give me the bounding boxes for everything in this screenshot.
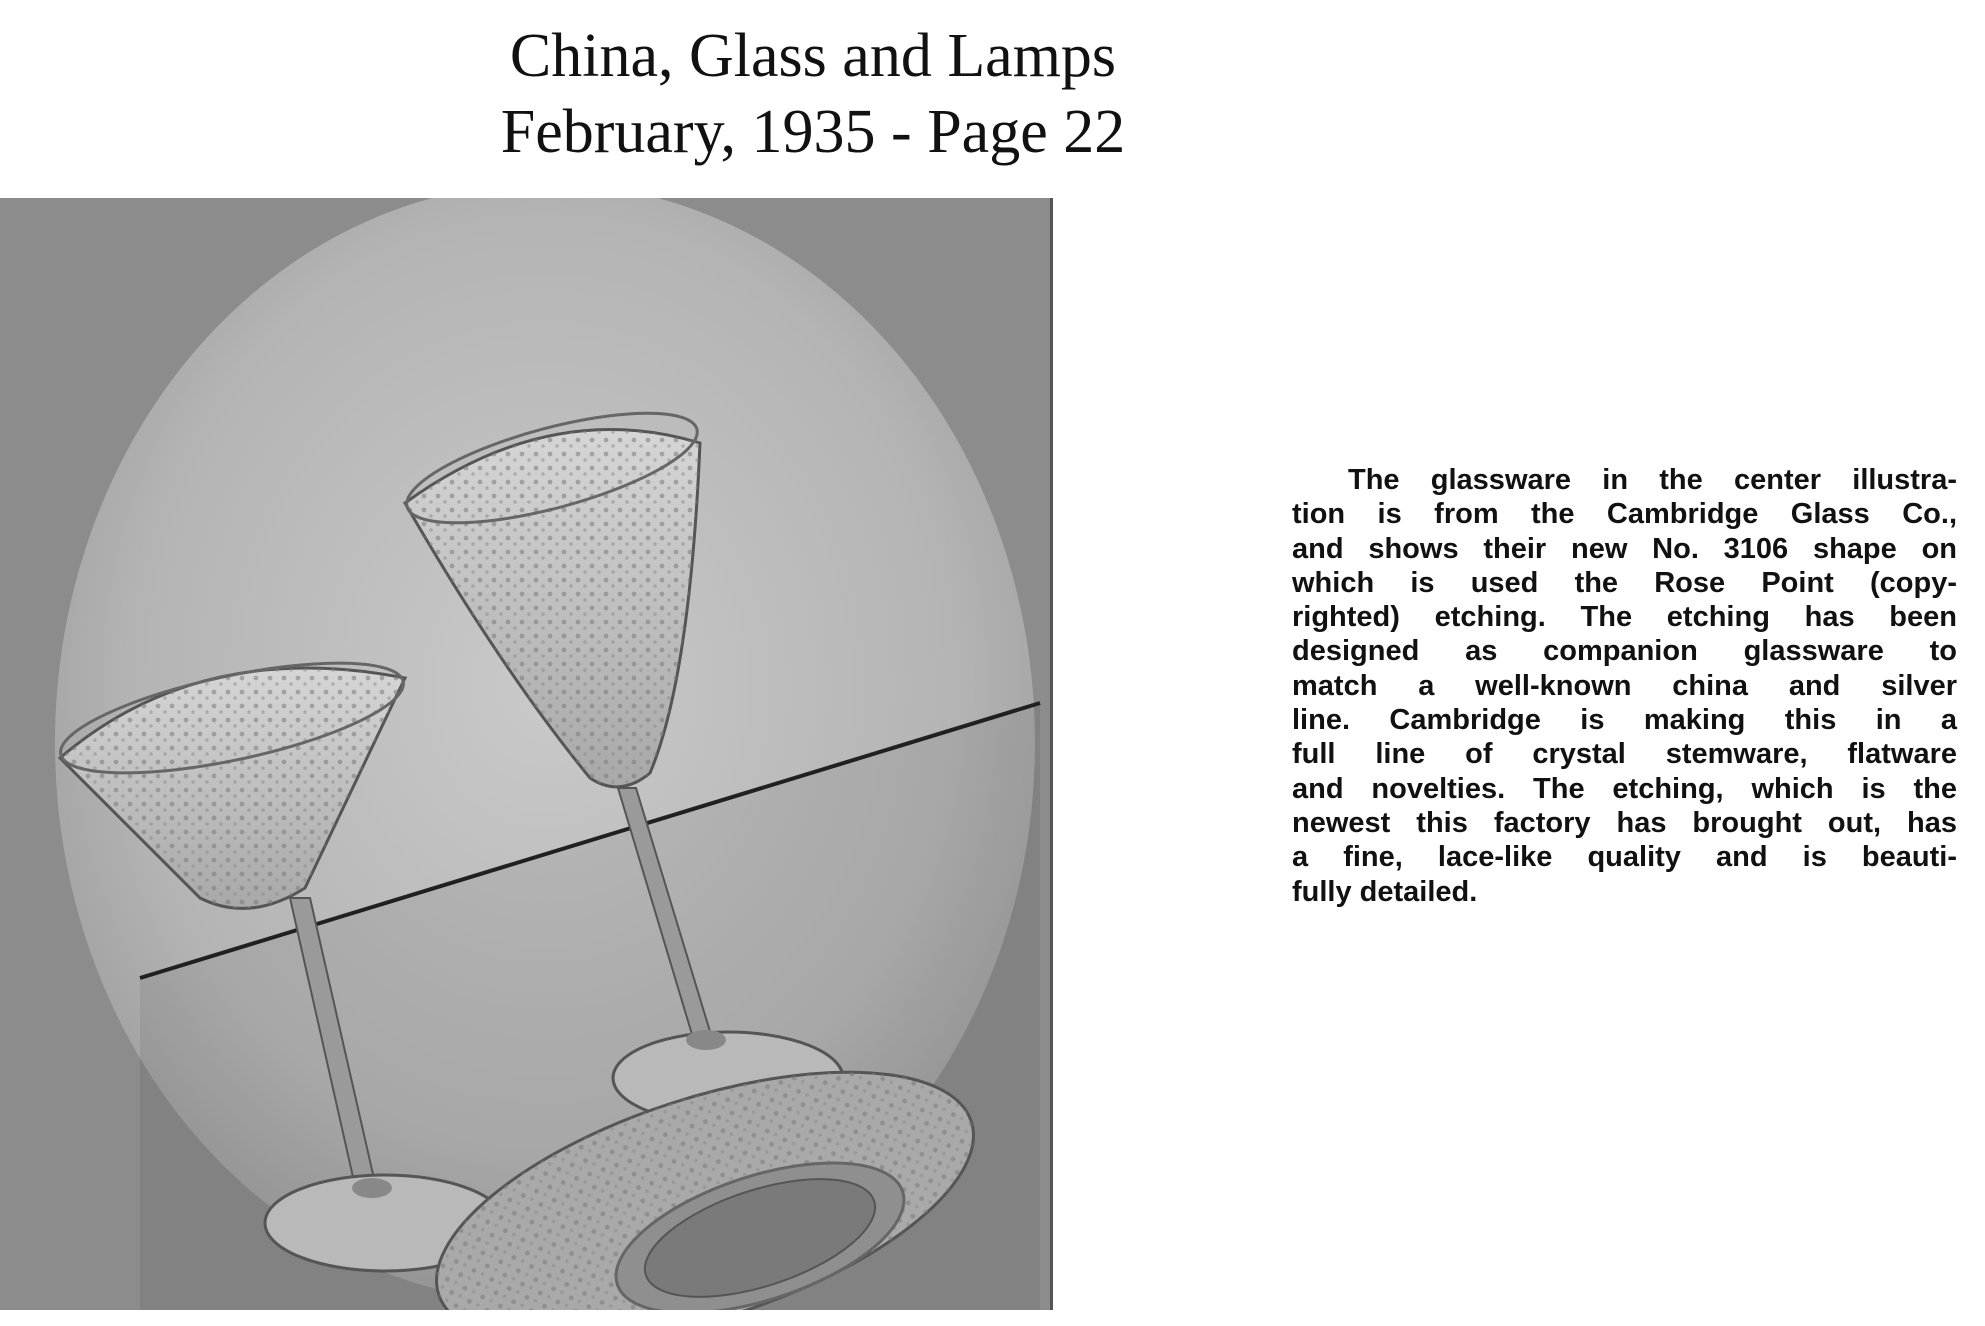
article-line: a fine, lace-like quality and is beauti- bbox=[1292, 841, 1957, 874]
article-line: newest this factory has brought out, has bbox=[1292, 806, 1957, 839]
article-line: and shows their new No. 3106 shape on bbox=[1292, 532, 1957, 565]
article-line: fully detailed. bbox=[1292, 875, 1478, 908]
article-line: line. Cambridge is making this in a bbox=[1292, 704, 1957, 737]
article-line: designed as companion glassware to bbox=[1292, 635, 1957, 668]
article-line: match a well-known china and silver bbox=[1292, 669, 1957, 702]
article-text bbox=[1292, 463, 1957, 909]
article-line: and novelties. The etching, which is the bbox=[1292, 772, 1957, 805]
article-line: The glassware in the center illustra- bbox=[1348, 464, 1957, 496]
publication-title: China, Glass and Lamps bbox=[509, 22, 1117, 90]
article-line: which is used the Rose Point (copy- bbox=[1292, 566, 1957, 599]
publication-date-page: February, 1935 - Page 22 bbox=[500, 98, 1126, 166]
glassware-photograph bbox=[0, 198, 1053, 1310]
article-line: righted) etching. The etching has been bbox=[1292, 601, 1957, 634]
page-header bbox=[0, 18, 1626, 170]
article-line: full line of crystal stemware, flatware bbox=[1292, 738, 1957, 771]
article-line: tion is from the Cambridge Glass Co., bbox=[1292, 498, 1957, 531]
